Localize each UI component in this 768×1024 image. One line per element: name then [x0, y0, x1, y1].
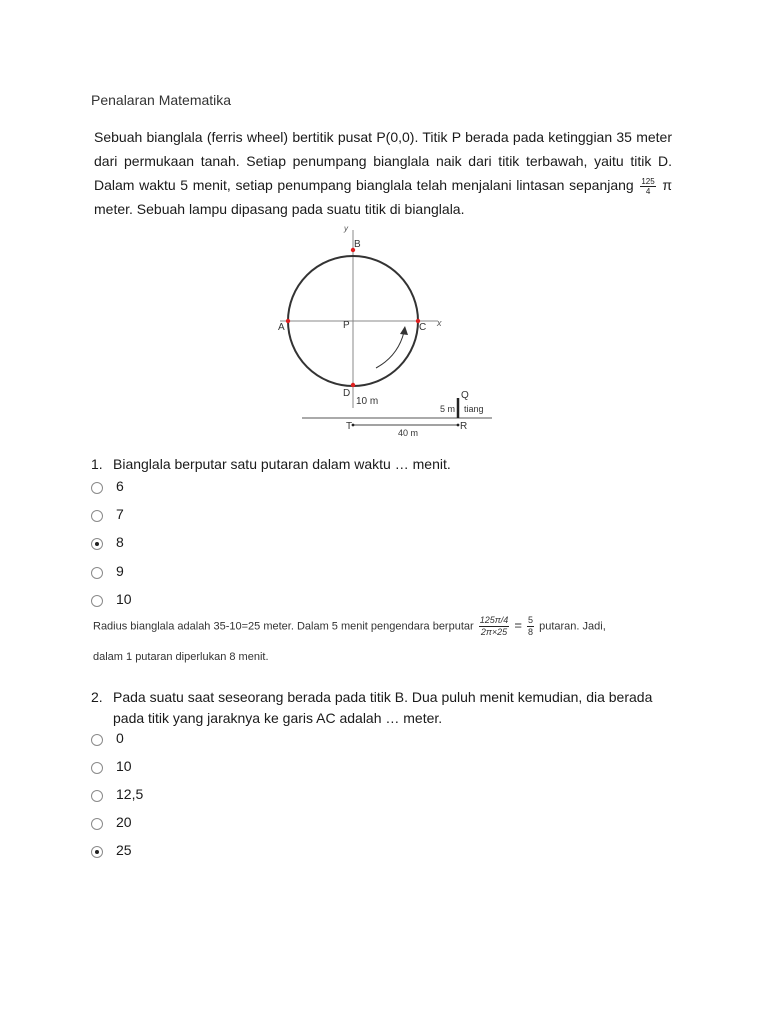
explanation-fraction-2 [527, 615, 534, 638]
option-label: 10 [116, 591, 132, 607]
arc-length-fraction [640, 177, 655, 196]
explanation-text-part2: putaran. Jadi, [539, 620, 606, 633]
point-r-label: R [460, 421, 468, 432]
radio-button[interactable] [91, 818, 103, 830]
question-1 [91, 454, 673, 475]
point-p-label: P [343, 320, 350, 331]
fraction-denominator: 8 [528, 627, 534, 637]
radio-button[interactable] [91, 734, 103, 746]
point-d-label: D [343, 388, 351, 399]
explanation-fraction-1 [479, 615, 510, 638]
fraction-numerator: 5 [528, 615, 534, 625]
point-b-label: B [354, 239, 361, 250]
rotation-arrow [376, 332, 404, 368]
ferris-wheel-diagram [272, 222, 496, 440]
option-label: 7 [116, 506, 124, 522]
point-c-label: C [419, 322, 427, 333]
question-text: Bianglala berputar satu putaran dalam waktu … menit. [113, 456, 451, 472]
question-2 [91, 687, 653, 729]
radio-button-selected[interactable] [91, 538, 103, 550]
option-label: 8 [116, 534, 124, 550]
explanation-line-2: dalam 1 putaran diperlukan 8 menit. [93, 651, 269, 663]
radio-button[interactable] [91, 567, 103, 579]
question-number: 2. [91, 689, 103, 705]
problem-text-part2: π meter. Sebuah lampu dipasang pada suatu titik di bianglala. [94, 177, 673, 217]
option-label: 6 [116, 478, 124, 494]
problem-statement [94, 125, 672, 221]
point-d-marker [351, 383, 355, 387]
fraction-denominator: 4 [645, 186, 651, 196]
explanation-text-part1: Radius bianglala adalah 35-10=25 meter. Dalam 5 menit pengendara berputar [93, 620, 474, 633]
point-r-marker [457, 424, 460, 427]
radio-button[interactable] [91, 595, 103, 607]
point-a-label: A [278, 322, 285, 333]
point-a-marker [286, 319, 290, 323]
problem-text-part1: Sebuah bianglala (ferris wheel) bertitik pusat P(0,0). Titik P berada pada ketinggian 35 meter dari permukaan tanah. Setiap penumpang bianglala naik dari titik terbawah, yaitu titik D. Dalam waktu 5 menit, setiap penumpang bianglala telah menjalani lintasan sepanjang [94, 129, 672, 193]
option-label: 0 [116, 730, 124, 746]
fraction-denominator: 2π×25 [480, 627, 508, 637]
radio-button[interactable] [91, 790, 103, 802]
page-title: Penalaran Matematika [91, 92, 232, 108]
rotation-arrowhead [400, 326, 408, 335]
option-label: 12,5 [116, 786, 144, 802]
option-label: 25 [116, 842, 132, 858]
label-tiang: tiang [464, 404, 484, 414]
radio-button-selected[interactable] [91, 846, 103, 858]
radio-button[interactable] [91, 510, 103, 522]
question-number: 1. [91, 456, 103, 472]
option-label: 10 [116, 758, 132, 774]
question-text: Pada suatu saat seseorang berada pada titik B. Dua puluh menit kemudian, dia berada pada titik yang jaraknya ke garis AC adalah … meter. [113, 689, 653, 726]
axis-x-label: x [437, 318, 442, 328]
axis-y-label: y [344, 224, 348, 233]
equals-sign: = [514, 617, 522, 633]
fraction-numerator: 125π/4 [479, 615, 509, 625]
point-q-label: Q [461, 390, 469, 401]
label-10m: 10 m [356, 396, 379, 407]
label-5m: 5 m [440, 404, 456, 414]
option-label: 9 [116, 563, 124, 579]
point-t-label: T [346, 421, 353, 432]
fraction-numerator: 125 [641, 176, 655, 186]
radio-button[interactable] [91, 482, 103, 494]
radio-button[interactable] [91, 762, 103, 774]
option-label: 20 [116, 814, 132, 830]
label-40m: 40 m [398, 428, 419, 438]
